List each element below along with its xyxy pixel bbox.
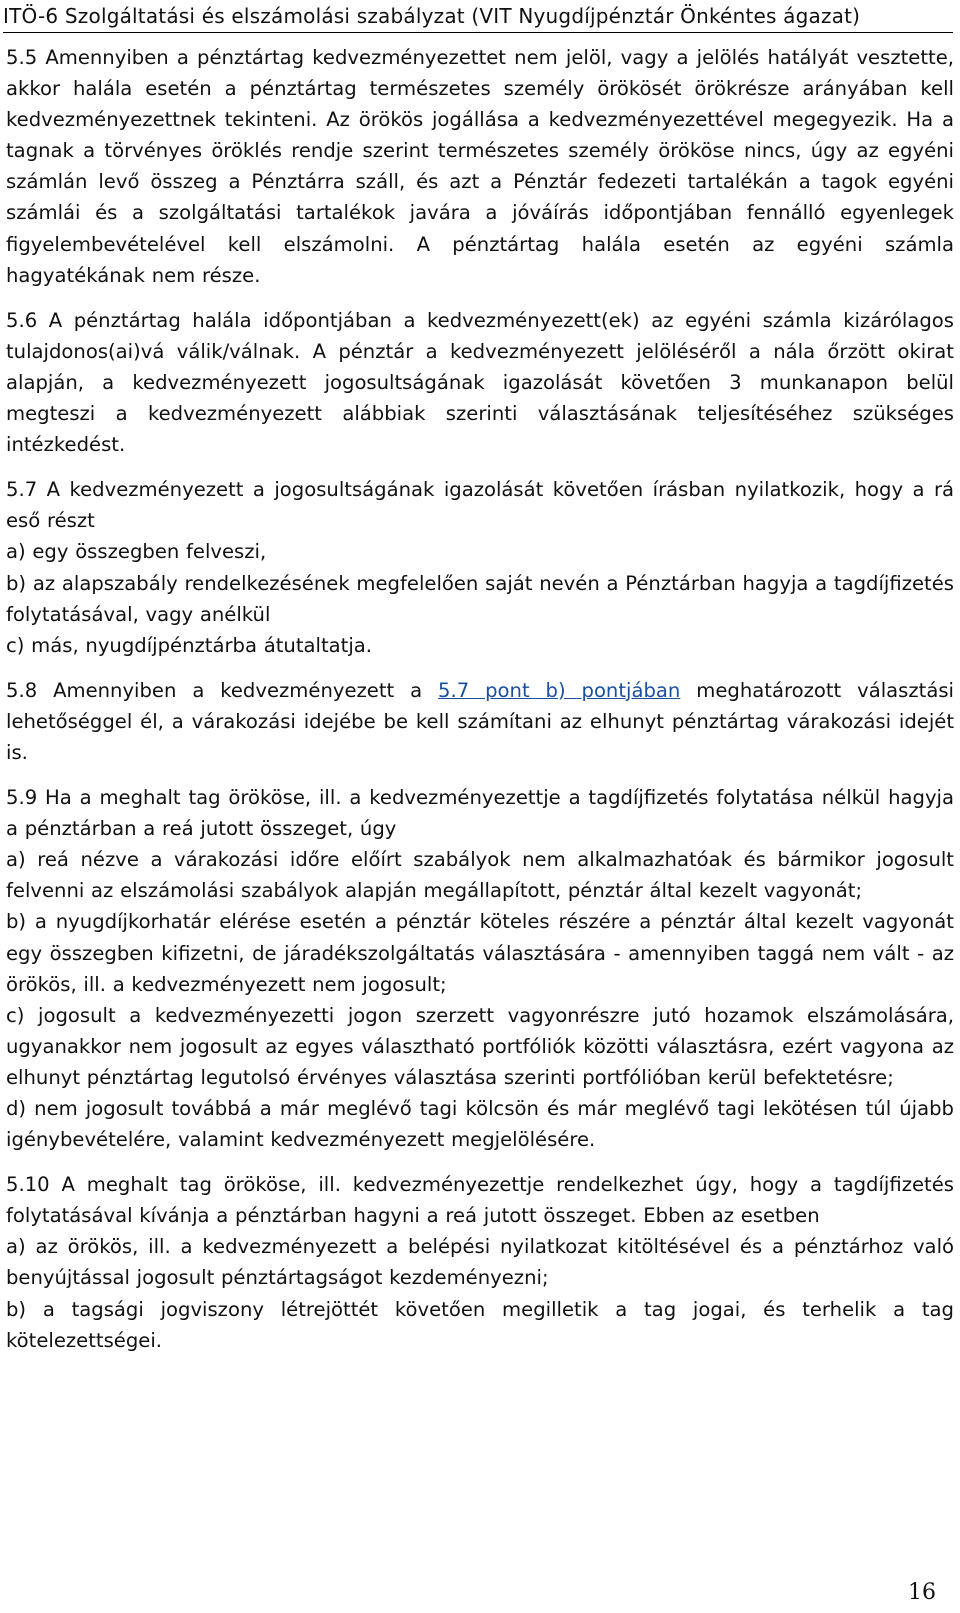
section-5-6 bbox=[6, 305, 954, 460]
section-text: Amennyiben a kedvezményezett a bbox=[53, 678, 439, 702]
section-5-5 bbox=[6, 42, 954, 291]
section-number: 5.9 bbox=[6, 786, 38, 810]
header-title: ITÖ-6 Szolgáltatási és elszámolási szabályzat (VIT Nyugdíjpénztár Önkéntes ágazat) bbox=[3, 4, 861, 28]
page-number: 16 bbox=[908, 1580, 936, 1605]
cross-reference-link[interactable]: 5.7 pont b) pontjában bbox=[438, 678, 681, 702]
section-number: 5.6 bbox=[6, 308, 38, 332]
section-5-8 bbox=[6, 675, 954, 768]
list-item: b) a tagsági jogviszony létrejöttét követően megilletik a tag jogai, és terhelik a tag kötelezettségei. bbox=[6, 1297, 954, 1352]
section-intro bbox=[6, 1169, 954, 1231]
section-number: 5.10 bbox=[6, 1173, 50, 1197]
section-5-7 bbox=[6, 474, 954, 661]
section-intro bbox=[6, 782, 954, 844]
section-text: Amennyiben a pénztártag kedvezményezettet nem jelöl, vagy a jelölés hatályát vesztette, akkor halála esetén a pénztártag természetes személy örökösét örökrésze arányában kell kedvezményezettnek tekinteni. Az örökös jogállása a kedvezményezettével megegyezik. Ha a tagnak a törvényes öröklés rendje szerint természetes személy örököse nincs, úgy az egyéni számlán levő összeg a Pénztárra száll, és azt a Pénztár fedezeti tartalékán a tagok egyéni számlái és a szolgáltatási tartalékok javára a jóváírás időpontjában fennálló egyenlegek figyelembevételével kell elszámolni. A pénztártag halála esetén az egyéni számla hagyatékának nem része. bbox=[6, 46, 954, 287]
section-text: A meghalt tag örököse, ill. kedvezményezettje rendelkezhet úgy, hogy a tagdíjfizetés folytatásával kívánja a pénztárban hagyni a reá jutott összeget. Ebben az esetben bbox=[6, 1173, 954, 1228]
list-item: c) jogosult a kedvezményezetti jogon szerzett vagyonrészre jutó hozamok elszámolására, ugyanakkor nem jogosult az egyes választható portfóliók közötti választásra, ezért vagyona az elhunyt pénztártag legutolsó érvényes választása szerinti portfólióban kerül befektetésre; bbox=[6, 1003, 954, 1089]
list-item: b) a nyugdíjkorhatár elérése esetén a pénztár köteles részére a pénztár által kezelt vagyonát egy összegben kifizetni, de járadékszolgáltatás választására - amennyiben taggá nem vált - az örökös, ill. a kedvezményezett nem jogosult; bbox=[6, 910, 954, 996]
document-body bbox=[6, 42, 954, 1370]
section-text: meghatározott választási lehetőséggel él, a várakozási idejébe be kell számítani az elhunyt pénztártag várakozási idejét is. bbox=[6, 678, 954, 764]
section-text: Ha a meghalt tag örököse, ill. a kedvezményezettje a tagdíjfizetés folytatása nélkül hagyja a pénztárban a reá jutott összeget, úgy bbox=[6, 786, 954, 841]
list-item: d) nem jogosult továbbá a már meglévő tagi kölcsön és már meglévő tagi lekötésen túl újabb igénybevételére, valamint kedvezményezett megjelölésére. bbox=[6, 1097, 954, 1152]
section-number: 5.5 bbox=[6, 46, 38, 69]
section-number: 5.8 bbox=[6, 678, 38, 702]
list-item: a) az örökös, ill. a kedvezményezett a belépési nyilatkozat kitöltésével és a pénztárhoz való benyújtással jogosult pénztártagságot kezdeményezni; bbox=[6, 1235, 954, 1290]
document-header bbox=[3, 2, 953, 33]
section-5-10 bbox=[6, 1169, 954, 1356]
section-text: A kedvezményezett a jogosultságának igazolását követően írásban nyilatkozik, hogy a rá eső részt bbox=[6, 478, 955, 533]
list-item: b) az alapszabály rendelkezésének megfelelően saját nevén a Pénztárban hagyja a tagdíjfizetés folytatásával, vagy anélkül bbox=[6, 571, 954, 626]
section-text: A pénztártag halála időpontjában a kedvezményezett(ek) az egyéni számla kizárólagos tulajdonos(ai)vá válik/válnak. A pénztár a kedvezményezett jelöléséről a nála őrzött okirat alapján, a kedvezményezett jogosultságának igazolását követően 3 munkanapon belül megteszi a kedvezményezett alábbiak szerinti választásának teljesítéséhez szükséges intézkedést. bbox=[6, 308, 954, 457]
section-5-9 bbox=[6, 782, 954, 1155]
section-number: 5.7 bbox=[6, 478, 38, 502]
section-intro bbox=[6, 474, 954, 536]
list-item: a) egy összegben felveszi, bbox=[6, 540, 267, 564]
list-item: a) reá nézve a várakozási időre előírt szabályok nem alkalmazhatóak és bármikor jogosult felvenni az elszámolási szabályok alapján megállapított, pénztár által kezelt vagyonát; bbox=[6, 848, 954, 903]
list-item: c) más, nyugdíjpénztárba átutaltatja. bbox=[6, 633, 373, 657]
